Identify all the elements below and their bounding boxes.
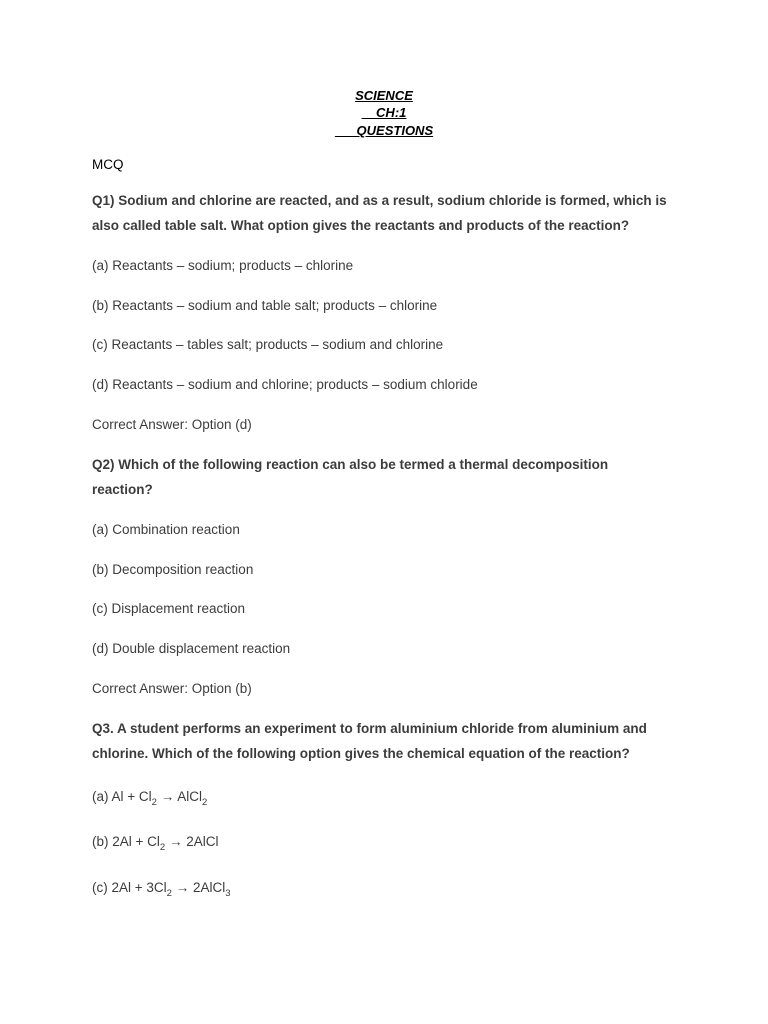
q3-option-b	[92, 833, 682, 851]
q3-option-c	[92, 879, 682, 897]
q3-option-a-mid: → AlCl	[156, 789, 202, 804]
q1-option-a: (a) Reactants – sodium; products – chlorine	[92, 258, 354, 273]
q2-option-c: (c) Displacement reaction	[92, 601, 246, 616]
q3-option-c-mid: → 2AlCl	[171, 880, 226, 895]
q3-option-a-prefix: (a) Al + Cl	[92, 789, 152, 804]
q3-option-a-sub1: 2	[151, 797, 157, 808]
title-chapter: CH:1	[361, 105, 407, 120]
q3-option-b-sub1: 2	[159, 842, 166, 853]
q3-option-b-mid: → 2AlCl	[165, 834, 219, 849]
q1-correct-answer: Correct Answer: Option (d)	[92, 417, 252, 432]
q2-option-b: (b) Decomposition reaction	[92, 562, 254, 577]
q1-option-d: (d) Reactants – sodium and chlorine; products – sodium chloride	[92, 377, 478, 392]
q3-option-c-sub2: 3	[225, 888, 231, 899]
q3-option-a-sub2: 2	[201, 797, 208, 808]
q1-option-b: (b) Reactants – sodium and table salt; products – chlorine	[92, 298, 438, 313]
question-1: Q1) Sodium and chlorine are reacted, and as a result, sodium chloride is formed, which is also called table salt. What option gives the reactants and products of the reaction?	[92, 193, 667, 233]
q2-option-a: (a) Combination reaction	[92, 522, 240, 537]
q3-option-c-sub1: 2	[166, 888, 172, 899]
section-label-mcq: MCQ	[92, 157, 124, 172]
q2-option-d: (d) Double displacement reaction	[92, 641, 291, 656]
question-2: Q2) Which of the following reaction can also be termed a thermal decomposition reaction?	[92, 457, 609, 497]
title-questions: QUESTIONS	[334, 123, 434, 138]
q2-correct-answer: Correct Answer: Option (b)	[92, 681, 252, 696]
question-3: Q3. A student performs an experiment to form aluminium chloride from aluminium and chlorine. Which of the following option gives the chemical equation of the reaction?	[92, 721, 647, 761]
q3-option-b-prefix: (b) 2Al + Cl	[92, 834, 160, 849]
q1-option-c: (c) Reactants – tables salt; products – sodium and chlorine	[92, 337, 444, 352]
q3-option-c-prefix: (c) 2Al + 3Cl	[92, 880, 167, 895]
title-science: SCIENCE	[355, 88, 413, 103]
q3-option-a	[92, 788, 682, 806]
